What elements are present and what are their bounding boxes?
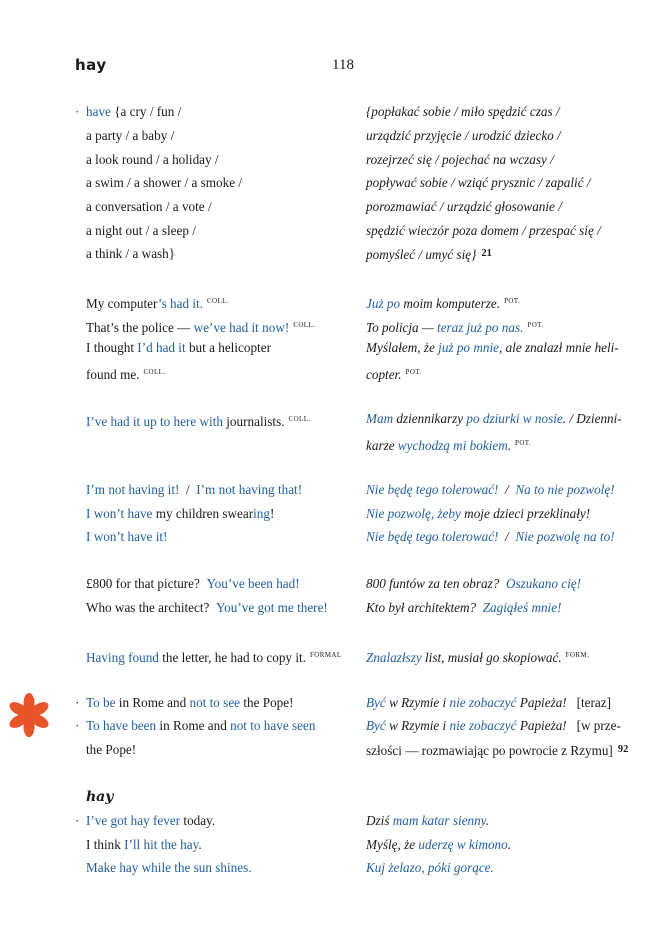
translation-line: rozejrzeć się / pojechać na wczasy /	[366, 152, 554, 167]
entry-line	[86, 411, 311, 430]
translation-line	[366, 364, 422, 383]
translation-line	[366, 435, 531, 454]
translation-line	[366, 506, 590, 522]
highlight-phrase: po dziurki w nosie	[466, 411, 563, 426]
page-number: 118	[332, 57, 354, 73]
highlight-phrase: I’ve got hay fever	[86, 813, 181, 828]
translation-line	[366, 576, 581, 592]
running-head: hay	[75, 56, 107, 74]
translation-line	[366, 411, 622, 427]
highlight-phrase: nie zobaczyć	[449, 718, 517, 733]
translation-line	[366, 813, 489, 829]
register-label: POT.	[405, 368, 422, 376]
entry-line	[86, 860, 252, 876]
highlight-phrase: Having found	[86, 650, 159, 665]
translation-text: moje dzieci przeklinały!	[460, 506, 591, 521]
translation-text: moim komputerze.	[400, 296, 501, 311]
highlight-phrase: I’m not having that!	[196, 482, 303, 497]
entry-line: a conversation / a vote /	[86, 199, 212, 214]
highlight-phrase: I’d had it	[137, 340, 186, 355]
translation-text: .	[507, 438, 512, 453]
highlight-phrase: I’ve had it up to here with	[86, 414, 223, 429]
entry-line	[86, 506, 274, 522]
register-label: COLL.	[143, 368, 166, 376]
translation-text: , ale znalazł mnie heli-	[498, 340, 619, 355]
entry-line	[86, 718, 315, 734]
translation-text: pomyśleć / umyć się}	[366, 247, 477, 262]
highlight-phrase: Być	[366, 718, 386, 733]
translation-text: 800 funtów za ten obraz?	[366, 576, 500, 591]
keyword-have: have	[86, 104, 111, 119]
translation-line	[366, 742, 628, 759]
highlight-phrase: To have been	[86, 718, 157, 733]
highlight-phrase: uderzę w kimono	[418, 837, 508, 852]
translation-line	[366, 695, 611, 711]
translation-line	[366, 246, 492, 263]
translation-line	[366, 293, 520, 312]
register-label: POT.	[504, 297, 521, 305]
entry-text: found me.	[86, 367, 140, 382]
highlight-phrase: I’m not having it!	[86, 482, 180, 497]
highlight-phrase: Nie będę tego tolerować!	[366, 482, 499, 497]
highlight-phrase: Już po	[366, 296, 401, 311]
entry-text: journalists.	[222, 414, 285, 429]
translation-text: Papieża!	[516, 695, 567, 710]
highlight-phrase: Nie pozwolę na to!	[515, 529, 615, 544]
highlight-phrase: You’ve got me there!	[215, 600, 328, 615]
entry-text: but a helicopter	[185, 340, 271, 355]
entry-line	[86, 695, 294, 711]
highlight-phrase: not to see	[189, 695, 241, 710]
highlight-phrase: Make hay while the sun shines.	[86, 860, 252, 875]
register-label: FORMAL	[309, 651, 342, 659]
register-label: FORM.	[565, 651, 590, 659]
bullet: ·	[75, 718, 80, 733]
entry-line: a swim / a shower / a smoke /	[86, 175, 243, 190]
translation-line	[366, 647, 589, 666]
entry-line	[86, 576, 300, 592]
orange-asterisk-icon	[6, 692, 52, 743]
entry-text: I thought	[86, 340, 138, 355]
translation-text: list, musiał go skopiować.	[421, 650, 562, 665]
cross-reference: 92	[617, 744, 629, 755]
highlight-phrase: To be	[86, 695, 116, 710]
highlight-phrase: mam katar sienny	[392, 813, 486, 828]
highlight-phrase: Kuj żelazo, póki gorące.	[366, 860, 494, 875]
slash-separator: /	[505, 482, 509, 497]
entry-line	[86, 104, 181, 120]
register-label: POT.	[515, 439, 532, 447]
entry-text: My computer	[86, 296, 158, 311]
entry-line	[86, 813, 215, 829]
highlight-phrase: Nie pozwolę, żeby	[366, 506, 461, 521]
translation-line	[366, 718, 621, 734]
entry-line: a party / a baby /	[86, 128, 175, 143]
bullet: ·	[75, 104, 80, 119]
entry-text: £800 for that picture?	[86, 576, 200, 591]
context-note: [w prze-	[576, 718, 621, 733]
cross-reference: 21	[481, 248, 492, 259]
slash-separator: /	[505, 529, 509, 544]
entry-line	[86, 529, 167, 545]
translation-text: copter.	[366, 367, 402, 382]
section-heading: hay	[86, 789, 114, 805]
translation-line	[366, 529, 615, 545]
highlight-phrase: You’ve been had!	[206, 576, 300, 591]
highlight-phrase: I’ll hit the hay	[124, 837, 199, 852]
translation-line	[366, 482, 615, 498]
entry-line	[86, 317, 315, 336]
entry-text: !	[269, 506, 275, 521]
entry-line	[86, 837, 202, 853]
entry-text: I think	[86, 837, 125, 852]
entry-line: a night out / a sleep /	[86, 223, 196, 238]
translation-line: spędzić wieczór poza domem / przespać się /	[366, 223, 601, 238]
entry-line	[86, 600, 328, 616]
highlight-phrase: not to have seen	[230, 718, 316, 733]
context-note: [teraz]	[576, 695, 611, 710]
entry-text: in Rome and	[115, 695, 190, 710]
translation-text: karze	[366, 438, 398, 453]
slash-separator: /	[186, 482, 190, 497]
entry-line	[86, 340, 271, 356]
translation-text: dziennikarzy	[393, 411, 467, 426]
highlight-phrase: Mam	[366, 411, 394, 426]
translation-line: porozmawiać / urządzić głosowanie /	[366, 199, 562, 214]
highlight-phrase: teraz już po nas.	[436, 320, 524, 335]
entry-line	[86, 647, 342, 666]
translation-line: urządzić przyjęcie / urodzić dziecko /	[366, 128, 561, 143]
translation-text: .	[485, 813, 490, 828]
translation-line: popływać sobie / wziąć prysznic / zapalić /	[366, 175, 591, 190]
translation-line	[366, 600, 561, 616]
bullet: ·	[75, 695, 80, 710]
translation-line	[366, 837, 511, 853]
entry-text: in Rome and	[156, 718, 231, 733]
translation-text: Papieża!	[516, 718, 567, 733]
highlight-phrase: Oszukano cię!	[505, 576, 582, 591]
entry-line: a look round / a holiday /	[86, 152, 219, 167]
highlight-phrase: nie zobaczyć	[449, 695, 517, 710]
translation-text: Dziś	[366, 813, 393, 828]
entry-line	[86, 482, 302, 498]
highlight-phrase: we’ve had it now!	[193, 320, 290, 335]
highlight-phrase: Być	[366, 695, 386, 710]
translation-line	[366, 340, 619, 356]
translation-line	[366, 317, 544, 336]
translation-text: Myślałem, że	[366, 340, 439, 355]
translation-text: . / Dzienni-	[562, 411, 622, 426]
entry-text: the letter, he had to copy it.	[158, 650, 306, 665]
register-label: COLL.	[293, 321, 316, 329]
entry-text: Who was the architect?	[86, 600, 210, 615]
highlight-phrase: już po mnie	[438, 340, 499, 355]
entry-text: the Pope!	[240, 695, 294, 710]
highlight-phrase: I won’t have	[86, 506, 153, 521]
entry-text: {a cry / fun /	[114, 104, 182, 119]
entry-text: That’s the police —	[86, 320, 194, 335]
highlight-phrase: I won’t have it!	[86, 529, 168, 544]
translation-text: To policja —	[366, 320, 437, 335]
context-note: szłości — rozmawiając po powrocie z Rzymu]	[366, 743, 613, 758]
entry-line	[86, 293, 229, 312]
highlight-phrase: ’s had it.	[157, 296, 203, 311]
entry-text: my children swear	[152, 506, 254, 521]
translation-text: Myślę, że	[366, 837, 419, 852]
entry-text: .	[198, 837, 202, 852]
translation-text: Kto był architektem?	[366, 600, 477, 615]
highlight-phrase: Nie będę tego tolerować!	[366, 529, 499, 544]
highlight-phrase: ing	[253, 506, 270, 521]
translation-line: {popłakać sobie / miło spędzić czas /	[366, 104, 560, 119]
highlight-phrase: wychodzą mi bokiem	[397, 438, 508, 453]
entry-line	[86, 364, 166, 383]
entry-line: a think / a wash}	[86, 246, 176, 261]
register-label: COLL.	[288, 415, 311, 423]
bullet: ·	[75, 813, 80, 828]
highlight-phrase: Zagiąłeś mnie!	[482, 600, 562, 615]
translation-line	[366, 860, 494, 876]
highlight-phrase: Na to nie pozwolę!	[515, 482, 615, 497]
register-label: COLL.	[206, 297, 230, 305]
translation-text: .	[507, 837, 512, 852]
translation-text: w Rzymie i	[385, 718, 450, 733]
translation-text: w Rzymie i	[385, 695, 450, 710]
register-label: POT.	[527, 321, 544, 329]
highlight-phrase: Znalazłszy	[366, 650, 422, 665]
entry-line: the Pope!	[86, 742, 137, 757]
entry-text: today.	[180, 813, 216, 828]
